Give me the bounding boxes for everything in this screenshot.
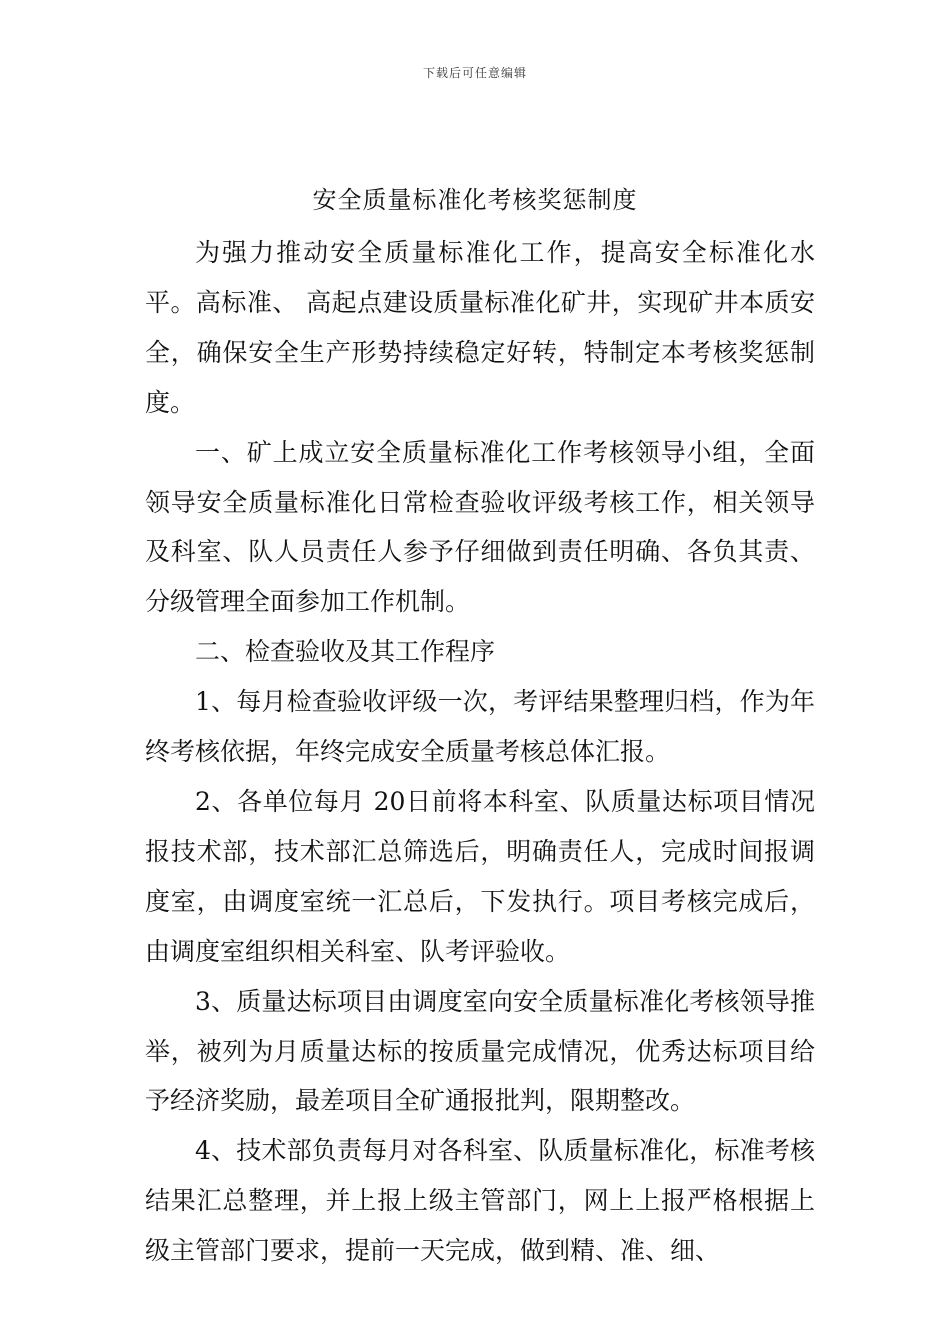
paragraph-section-2-heading: 二、检查验收及其工作程序 [195, 637, 496, 667]
document-title: 安全质量标准化考核奖惩制度 [312, 186, 638, 214]
paragraph-item-1: 1、每月检查验收评级一次，考评结果整理归档，作为年终考核依据，年终完成安全质量考核总体汇报。 [145, 687, 815, 767]
paragraph-section-1: 一、矿上成立安全质量标准化工作考核领导小组，全面领导安全质量标准化日常检查验收评级考核工作，相关领导及科室、队人员责任人参予仔细做到责任明确、各负其责、分级管理全面参加工作机制。 [145, 437, 815, 617]
header-note: 下载后可任意编辑 [422, 66, 527, 80]
paragraph-item-3: 3、质量达标项目由调度室向安全质量标准化考核领导推举，被列为月质量达标的按质量完成情况，优秀达标项目给予经济奖励，最差项目全矿通报批判，限期整改。 [145, 986, 815, 1116]
paragraph-intro: 为强力推动安全质量标准化工作，提高安全标准化水平。高标准、 高起点建设质量标准化矿井，实现矿井本质安全，确保安全生产形势持续稳定好转，特制定本考核奖惩制度。 [145, 238, 815, 417]
paragraph-item-4: 4、技术部负责每月对各科室、队质量标准化，标准考核结果汇总整理，并上报上级主管部门，网上上报严格根据上级主管部门要求，提前一天完成，做到精、准、细、 [145, 1136, 815, 1266]
paragraph-item-2: 2、各单位每月 20日前将本科室、队质量达标项目情况报技术部，技术部汇总筛选后，明确责任人，完成时间报调度室，由调度室统一汇总后，下发执行。项目考核完成后，由调度室组织相关科室、队考评验收。 [145, 786, 815, 966]
document-body [145, 228, 815, 1276]
